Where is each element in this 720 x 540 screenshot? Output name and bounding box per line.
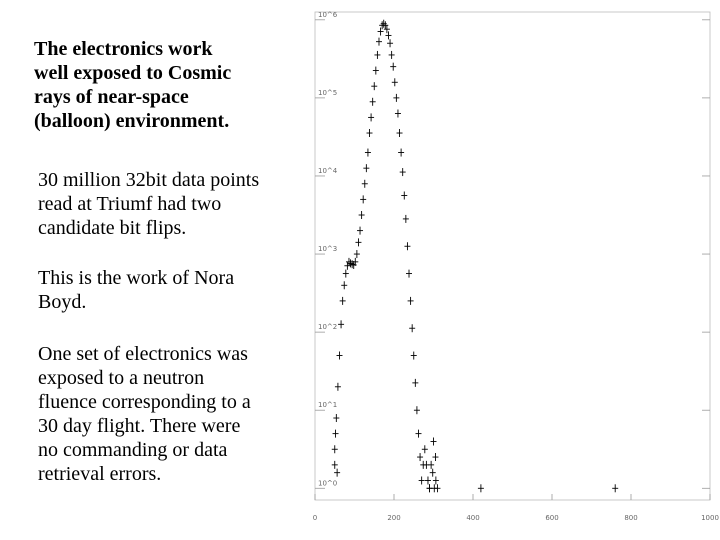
data-point xyxy=(425,476,431,484)
data-point xyxy=(433,476,439,484)
data-point xyxy=(414,406,420,414)
data-point xyxy=(422,445,428,453)
data-point xyxy=(370,98,376,106)
data-point xyxy=(432,453,438,461)
data-point xyxy=(408,297,414,305)
data-point xyxy=(360,195,366,203)
data-point xyxy=(415,430,421,438)
x-tick-label: 600 xyxy=(545,514,559,522)
data-point xyxy=(393,94,399,102)
y-tick-label: 10^3 xyxy=(318,245,338,254)
data-point xyxy=(373,67,379,75)
data-point xyxy=(400,168,406,176)
x-tick-label: 1000 xyxy=(701,514,719,522)
data-point xyxy=(412,379,418,387)
data-point xyxy=(357,227,363,235)
data-point xyxy=(335,383,341,391)
data-point xyxy=(397,129,403,137)
data-point xyxy=(411,352,417,360)
data-point xyxy=(392,78,398,86)
data-point xyxy=(332,445,338,453)
data-point xyxy=(384,25,390,33)
y-tick-label: 10^4 xyxy=(318,166,338,175)
data-point xyxy=(434,484,440,492)
data-point xyxy=(398,149,404,157)
data-point xyxy=(390,63,396,71)
data-point xyxy=(389,51,395,59)
data-point xyxy=(430,469,436,477)
data-point xyxy=(349,260,355,268)
x-tick-label: 200 xyxy=(387,514,401,522)
data-point xyxy=(409,324,415,332)
y-tick-label: 10^2 xyxy=(318,323,338,332)
data-point xyxy=(341,281,347,289)
data-point xyxy=(365,149,371,157)
y-tick-label: 10^1 xyxy=(318,401,338,410)
data-point xyxy=(404,242,410,250)
data-point xyxy=(336,352,342,360)
data-point xyxy=(406,270,412,278)
data-point xyxy=(419,476,425,484)
data-point xyxy=(376,38,382,46)
paragraph-triumf-test: 30 million 32bit data points read at Triumf had two candidate bit flips. xyxy=(38,169,260,239)
data-point xyxy=(348,259,354,267)
plot-marks xyxy=(332,20,618,493)
data-point xyxy=(367,129,373,137)
x-tick-label: 400 xyxy=(466,514,480,522)
data-point xyxy=(395,110,401,118)
data-point xyxy=(332,461,338,469)
data-point xyxy=(382,21,388,29)
y-tick-label: 10^0 xyxy=(318,479,338,488)
data-point xyxy=(401,191,407,199)
paragraph-credit: This is the work of Nora Boyd. xyxy=(38,267,235,313)
data-point xyxy=(428,461,434,469)
data-point xyxy=(333,414,339,422)
text-column xyxy=(34,37,309,133)
data-point xyxy=(343,270,349,278)
data-point xyxy=(355,238,361,246)
slide-heading: The electronics work well exposed to Cosmic rays of near-space (balloon) environment. xyxy=(34,38,232,132)
paragraph-neutron-exposure: One set of electronics was exposed to a neutron fluence corresponding to a 30 day flight. There were no commanding or data retrieval errors. xyxy=(38,343,251,485)
y-tick-label: 10^5 xyxy=(318,88,338,97)
data-point xyxy=(387,39,393,47)
data-point xyxy=(371,82,377,90)
data-point xyxy=(427,484,433,492)
data-point xyxy=(333,430,339,438)
data-point xyxy=(368,113,374,121)
data-point xyxy=(362,180,368,188)
data-point xyxy=(363,164,369,172)
data-point xyxy=(431,437,437,445)
data-point xyxy=(478,484,484,492)
data-point xyxy=(338,320,344,328)
x-tick-label: 800 xyxy=(624,514,638,522)
y-tick-label: 10^6 xyxy=(318,10,338,19)
data-point xyxy=(378,28,384,36)
plot-axes xyxy=(313,11,719,522)
data-point xyxy=(417,453,423,461)
data-point xyxy=(385,31,391,39)
data-point xyxy=(381,20,387,28)
data-point xyxy=(334,469,340,477)
data-point xyxy=(359,211,365,219)
data-point xyxy=(612,484,618,492)
data-point xyxy=(344,262,350,270)
x-tick-label: 0 xyxy=(312,514,318,522)
data-point xyxy=(374,51,380,59)
data-point xyxy=(354,250,360,258)
data-point xyxy=(340,297,346,305)
data-point xyxy=(403,215,409,223)
spectrum-plot xyxy=(300,0,720,540)
